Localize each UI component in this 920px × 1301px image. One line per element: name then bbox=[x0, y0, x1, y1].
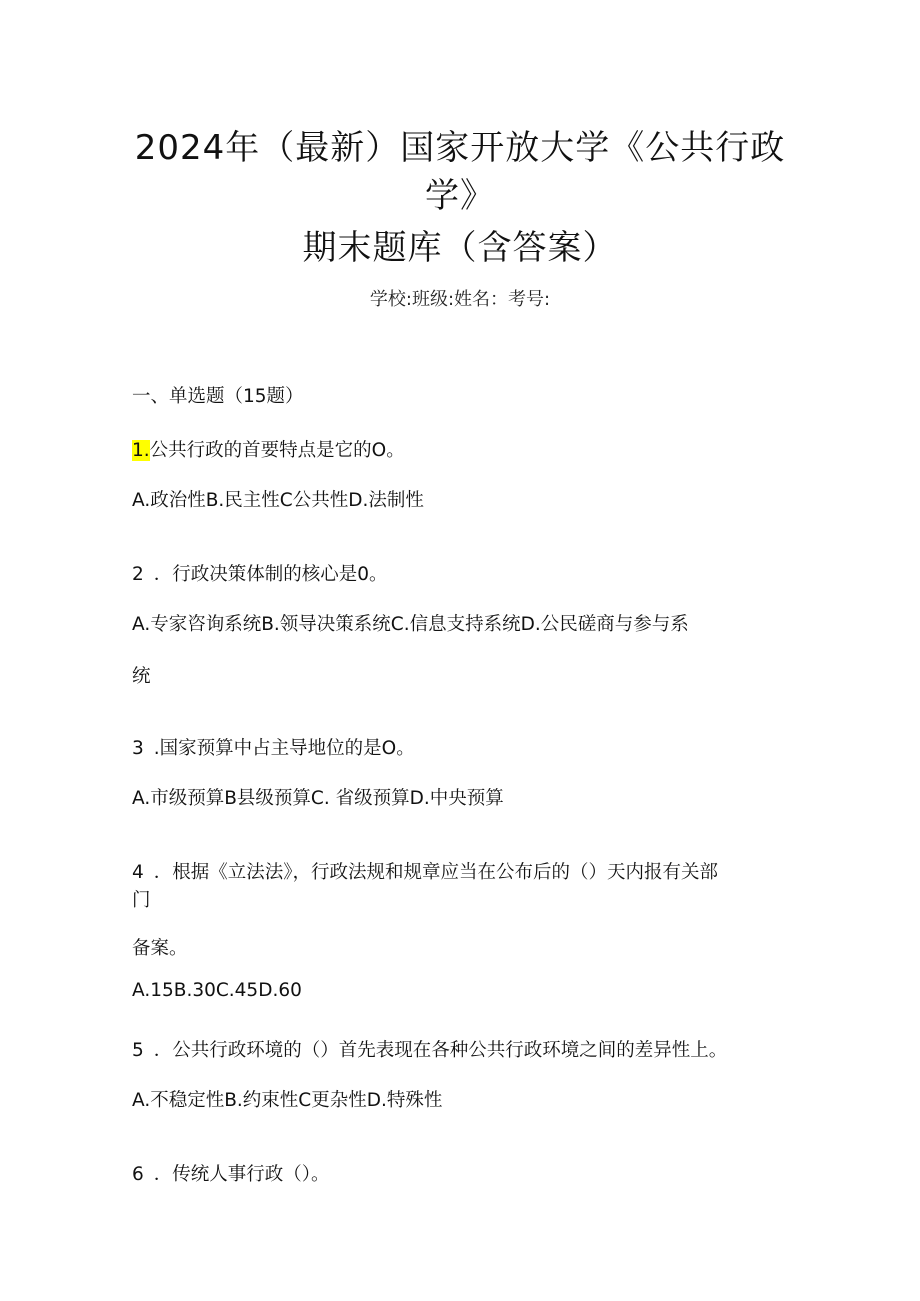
question-1-number: 1. bbox=[132, 440, 150, 461]
question-4-stem-continued-1: 门 bbox=[132, 890, 151, 911]
question-4-number: 4 bbox=[132, 862, 144, 883]
question-2-number: 2 bbox=[132, 564, 144, 585]
question-1-options: A.政治性B.民主性C公共性D.法制性 bbox=[132, 490, 424, 511]
question-4-stem-continued-2: 备案。 bbox=[132, 938, 188, 959]
document-title-line-2: 学》 bbox=[425, 176, 495, 216]
question-5-stem: ．公共行政环境的（）首先表现在各种公共行政环境之间的差异性上。 bbox=[153, 1040, 728, 1061]
question-3 bbox=[132, 736, 415, 762]
question-1 bbox=[132, 438, 405, 464]
question-3-options: A.市级预算B县级预算C. 省级预算D.中央预算 bbox=[132, 788, 504, 809]
section-heading: 一、单选题（15题） bbox=[132, 386, 304, 407]
question-2-options: A.专家咨询系统B.领导决策系统C.信息支持系统D.公民磋商与参与系 bbox=[132, 614, 689, 635]
question-3-stem: .国家预算中占主导地位的是O。 bbox=[153, 738, 415, 759]
question-2 bbox=[132, 562, 388, 588]
question-4-stem: ．根据《立法法》，行政法规和规章应当在公布后的（）天内报有关部 bbox=[153, 862, 719, 883]
document-title-line-3: 期末题库（含答案） bbox=[302, 228, 618, 268]
question-4-options: A.15B.30C.45D.60 bbox=[132, 980, 302, 1001]
question-6-stem: ．传统人事行政（）。 bbox=[153, 1164, 330, 1185]
question-3-number: 3 bbox=[132, 738, 144, 759]
question-5-options: A.不稳定性B.约束性C更杂性D.特殊性 bbox=[132, 1090, 443, 1111]
document-title-line-1: 2024年（最新）国家开放大学《公共行政 bbox=[134, 128, 786, 168]
question-2-stem: ．行政决策体制的核心是0。 bbox=[153, 564, 388, 585]
question-6-number: 6 bbox=[132, 1164, 144, 1185]
question-4 bbox=[132, 860, 718, 886]
student-info-line: 学校:班级:姓名：考号: bbox=[369, 289, 551, 310]
question-1-stem: 公共行政的首要特点是它的O。 bbox=[149, 440, 405, 461]
question-2-options-continued: 统 bbox=[132, 666, 151, 687]
question-5 bbox=[132, 1038, 727, 1064]
question-5-number: 5 bbox=[132, 1040, 144, 1061]
question-6 bbox=[132, 1162, 330, 1188]
